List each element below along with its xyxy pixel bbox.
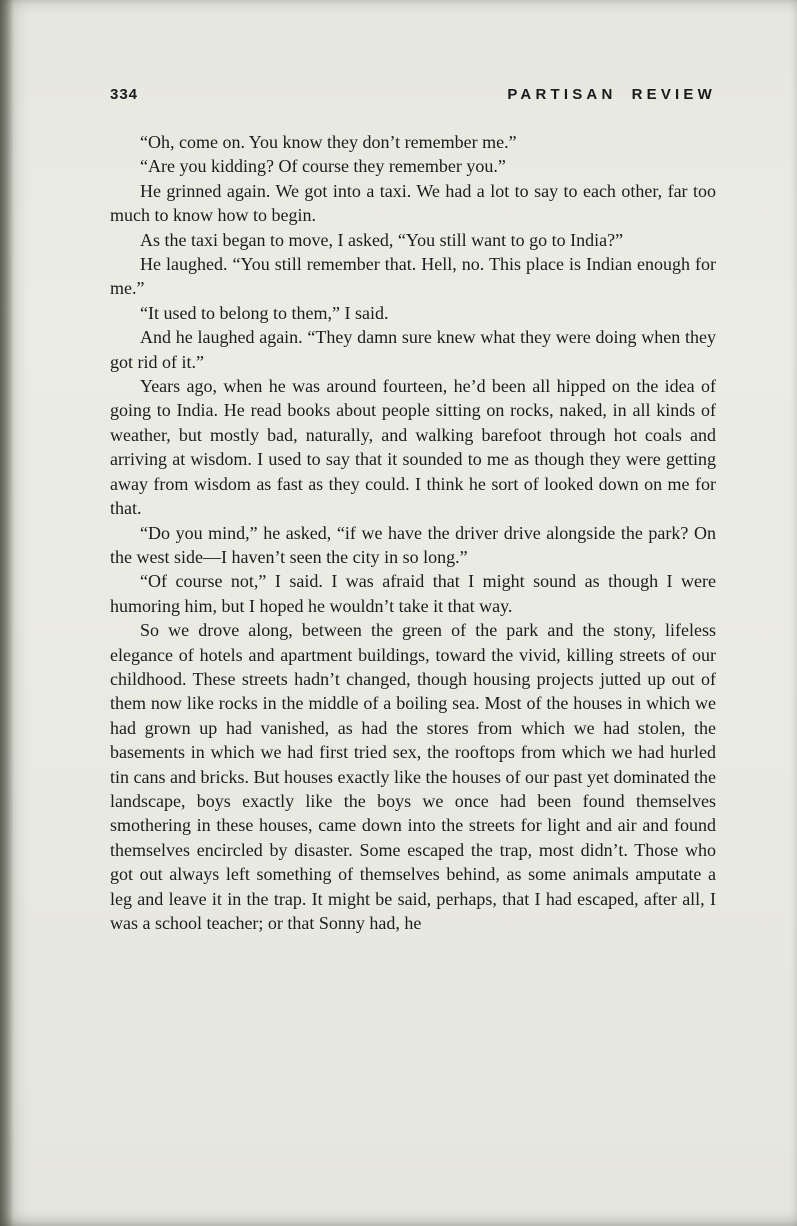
paragraph: And he laughed again. “They damn sure knew what they were doing when they got rid of it.” xyxy=(110,327,716,372)
paragraph: He laughed. “You still remember that. Hell, no. This place is Indian enough for me.” xyxy=(110,254,716,299)
page-content xyxy=(110,86,716,935)
paragraph: Years ago, when he was around fourteen, he’d been all hipped on the idea of going to India. He read books about people sitting on rocks, naked, in all kinds of weather, but mostly bad, naturally, and walking barefoot through hot coals and arriving at wisdom. I used to say that it sounded to me as though they were getting away from wisdom as fast as they could. I think he sort of looked down on me for that. xyxy=(110,376,716,519)
page-number: 334 xyxy=(110,86,139,103)
journal-title: PARTISAN REVIEW xyxy=(507,86,716,103)
paragraph: “Do you mind,” he asked, “if we have the driver drive alongside the park? On the west side—I haven’t seen the city in so long.” xyxy=(110,522,716,567)
paragraph: “It used to belong to them,” I said. xyxy=(140,302,389,323)
paragraph: “Oh, come on. You know they don’t remember me.” xyxy=(140,132,517,152)
paragraph: So we drove along, between the green of the park and the stony, lifeless elegance of hotels and apartment buildings, toward the vivid, killing streets of our childhood. These streets hadn’t changed, though housing projects jutted up out of them now like rocks in the middle of a boiling sea. Most of the houses in which we had grown up had vanished, as had the stores from which we had stolen, the basements in which we had first tried sex, the rooftops from which we had hurled tin cans and bricks. But houses exactly like the houses of our past yet dominated the landscape, boys exactly like the boys we once had been found themselves smothering in these houses, came down into the streets for light and air and found themselves encircled by disaster. Some escaped the trap, most didn’t. Those who got out always left something of themselves behind, as some animals amputate a leg and leave it in the trap. It might be said, perhaps, that I had escaped, after all, I was a school teacher; or that Sonny had, he xyxy=(110,620,716,933)
paragraph: “Are you kidding? Of course they remember you.” xyxy=(140,156,506,177)
body-text xyxy=(110,130,716,935)
page-edge-shadow xyxy=(0,0,14,1226)
running-head xyxy=(110,86,716,103)
paragraph: “Of course not,” I said. I was afraid that I might sound as though I were humoring him, but I hoped he wouldn’t take it that way. xyxy=(110,571,716,616)
paragraph: He grinned again. We got into a taxi. We had a lot to say to each other, far too much to know how to begin. xyxy=(110,180,716,226)
paragraph: As the taxi began to move, I asked, “You still want to go to India?” xyxy=(140,229,624,250)
